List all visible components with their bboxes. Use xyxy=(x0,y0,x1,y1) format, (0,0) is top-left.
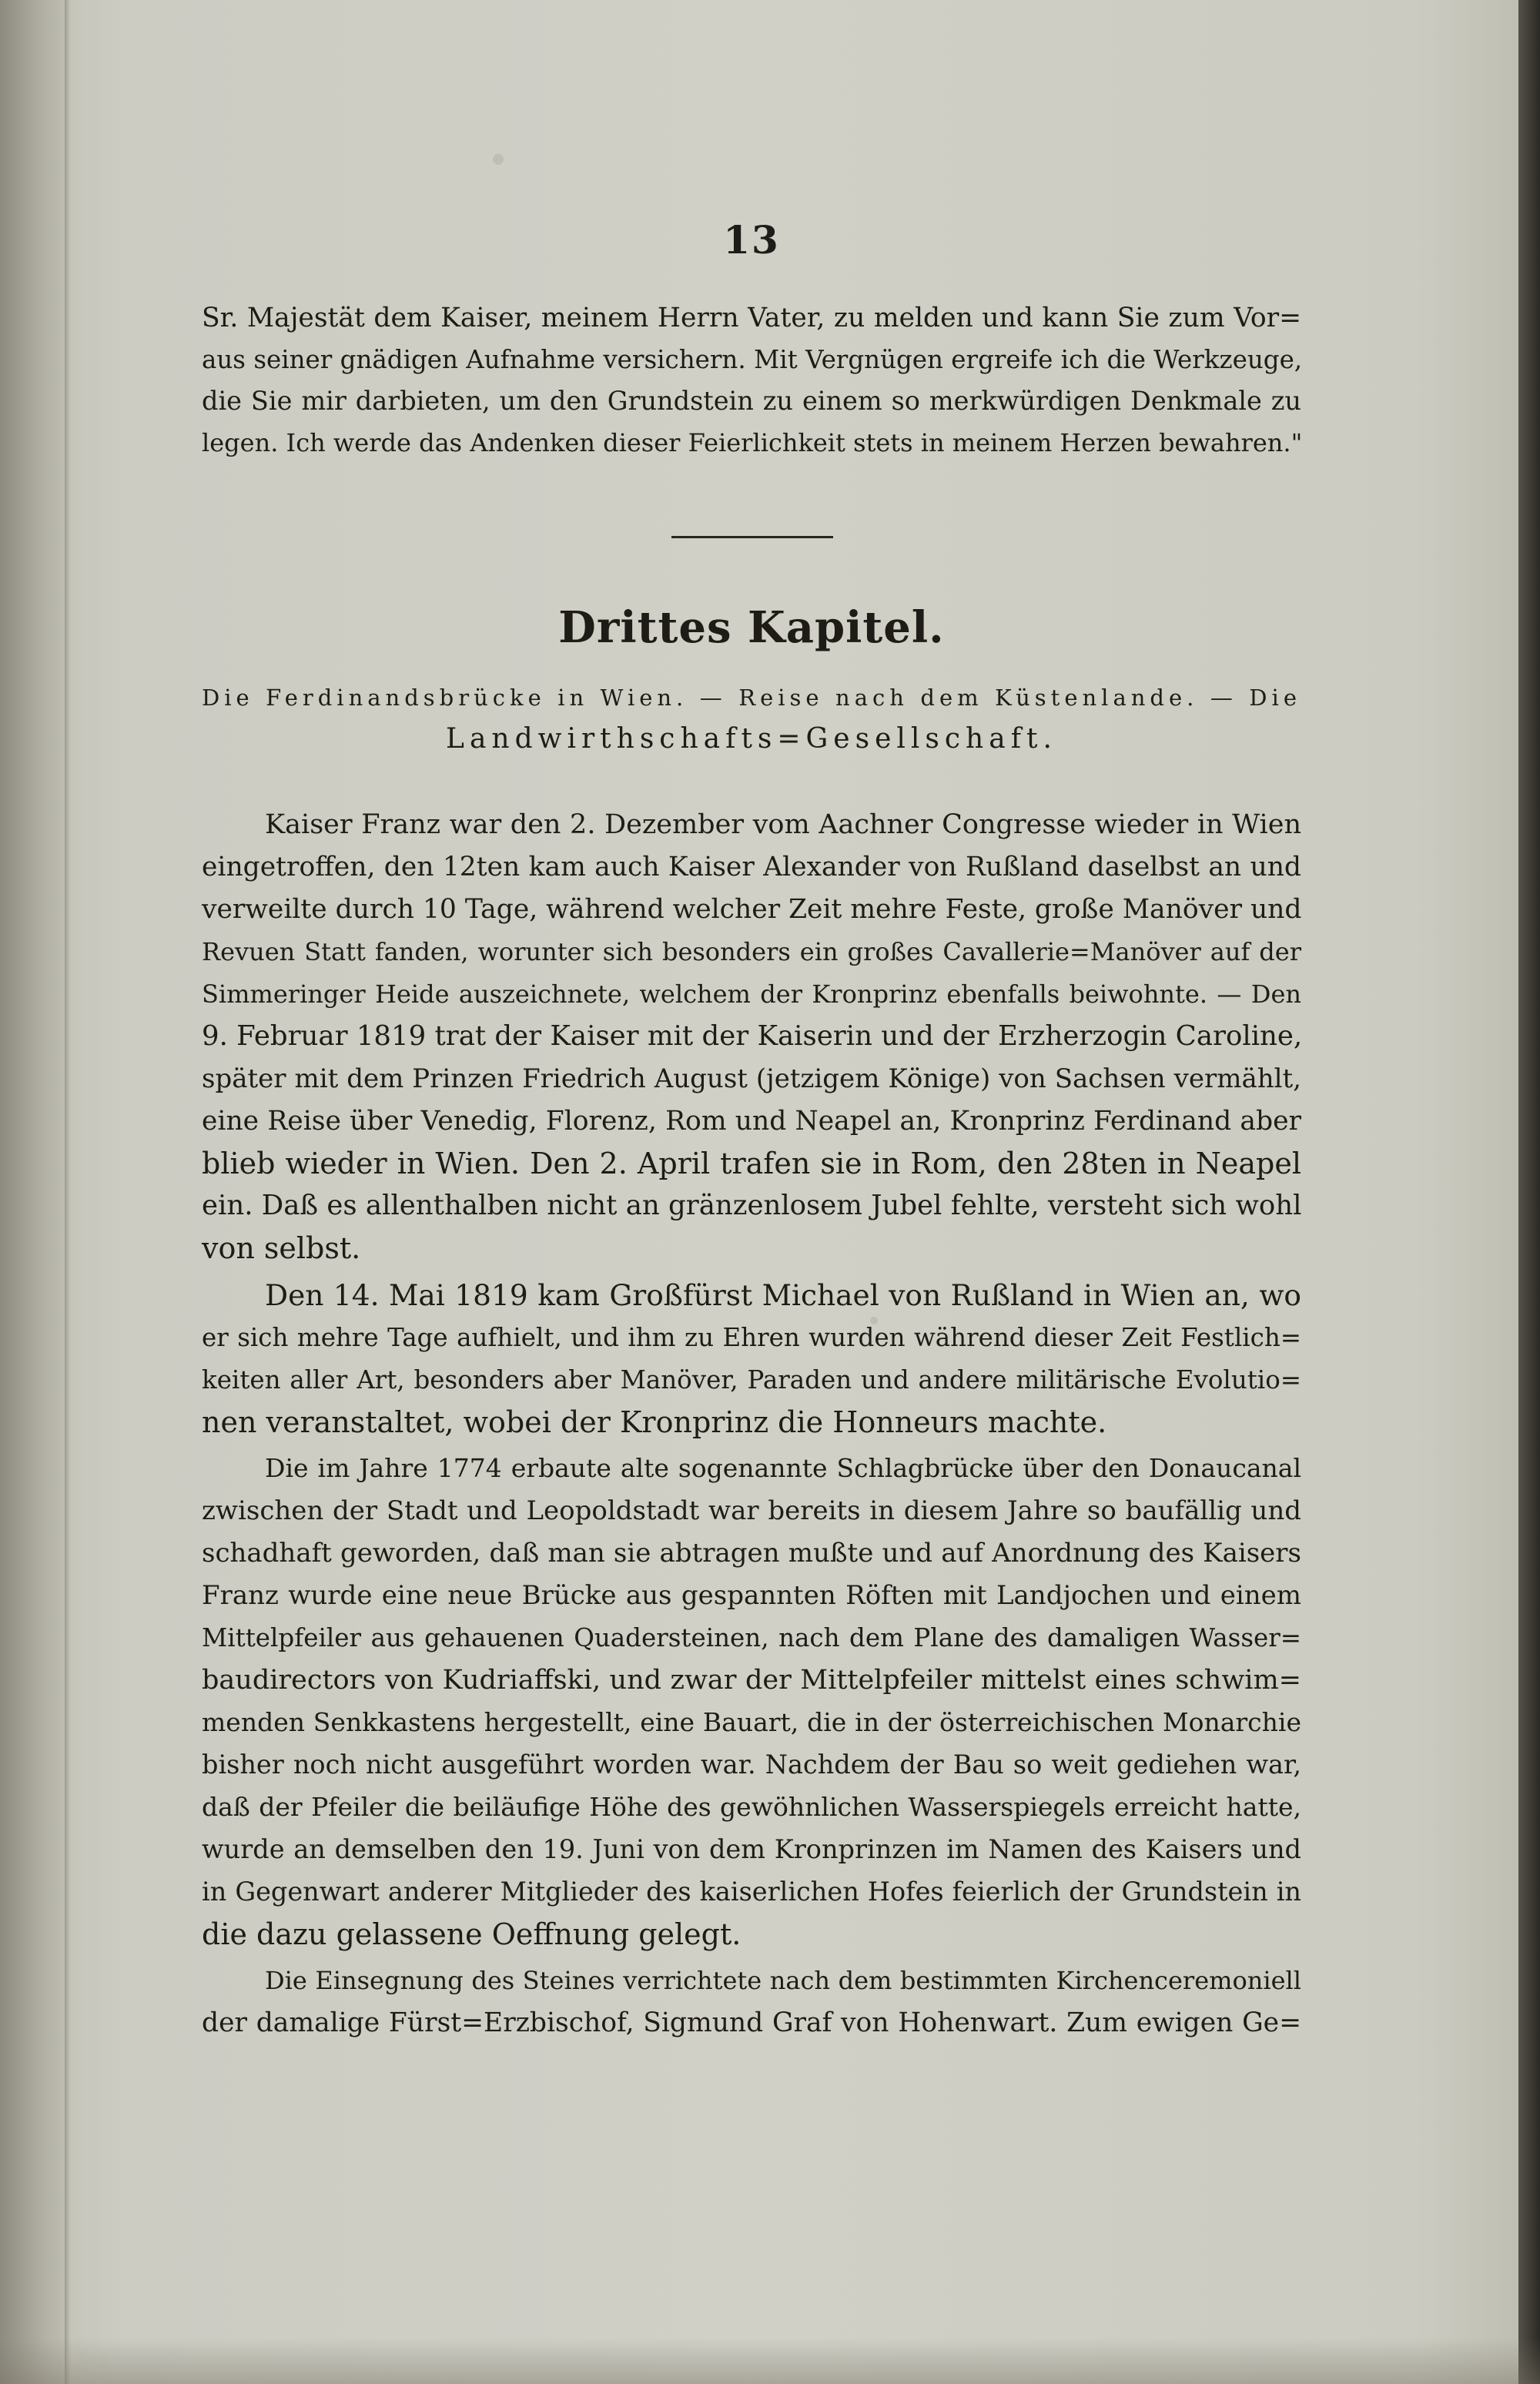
text-line: Revuen Statt fanden, worunter sich besonders ein großes Cavallerie=Manöver auf der xyxy=(202,937,1301,966)
text-line: aus seiner gnädigen Aufnahme versichern. Mit Vergnügen ergreife ich die Werkzeuge, xyxy=(202,345,1303,374)
text-line: bisher noch nicht ausgeführt worden war. Nachdem der Bau so weit gediehen war, xyxy=(202,1749,1301,1780)
text-line: Kaiser Franz war den 2. Dezember vom Aachner Congresse wieder in Wien xyxy=(265,809,1301,840)
chapter-summary-line: Die Ferdinandsbrücke in Wien. — Reise nach dem Küstenlande. — Die xyxy=(202,685,1301,711)
text-line: daß der Pfeiler die beiläufige Höhe des gewöhnlichen Wasserspiegels erreicht hatte, xyxy=(202,1792,1301,1822)
text-line: Franz wurde eine neue Brücke aus gespannten Röften mit Landjochen und einem xyxy=(202,1580,1301,1611)
page-gutter xyxy=(0,0,71,2384)
page-bottom-edge xyxy=(0,2338,1540,2384)
text-line: wurde an demselben den 19. Juni von dem Kronprinzen im Namen des Kaisers und xyxy=(202,1834,1301,1864)
text-line: die Sie mir darbieten, um den Grundstein zu einem so merkwürdigen Denkmale zu xyxy=(202,386,1301,416)
text-line: Simmeringer Heide auszeichnete, welchem der Kronprinz ebenfalls beiwohnte. — Den xyxy=(202,979,1301,1009)
text-line: Den 14. Mai 1819 kam Großfürst Michael von Rußland in Wien an, wo xyxy=(265,1278,1301,1312)
text-line: Mittelpfeiler aus gehauenen Quadersteinen, nach dem Plane des damaligen Wasser= xyxy=(202,1623,1301,1652)
chapter-summary-line: Landwirthschafts=Gesellschaft. xyxy=(446,723,1057,755)
text-line: ein. Daß es allenthalben nicht an gränzenlosem Jubel fehlte, versteht sich wohl xyxy=(202,1190,1302,1221)
text-line: eine Reise über Venedig, Florenz, Rom und Neapel an, Kronprinz Ferdinand aber xyxy=(202,1106,1301,1137)
section-divider xyxy=(671,536,833,538)
text-line: menden Senkkastens hergestellt, eine Bauart, die in der österreichischen Monarchie xyxy=(202,1707,1301,1737)
text-line: nen veranstaltet, wobei der Kronprinz die Honneurs machte. xyxy=(202,1405,1107,1439)
text-line: Die im Jahre 1774 erbaute alte sogenannte Schlagbrücke über den Donaucanal xyxy=(265,1453,1301,1483)
text-line: Die Einsegnung des Steines verrichtete nach dem bestimmten Kirchenceremoniell xyxy=(265,1966,1301,1995)
text-line: später mit dem Prinzen Friedrich August (jetzigem Könige) von Sachsen vermählt, xyxy=(202,1063,1301,1094)
text-line: verweilte durch 10 Tage, während welcher Zeit mehre Feste, große Manöver und xyxy=(202,894,1302,925)
text-line: keiten aller Art, besonders aber Manöver, Paraden und andere militärische Evolutio= xyxy=(202,1365,1301,1395)
text-line: zwischen der Stadt und Leopoldstadt war bereits in diesem Jahre so baufällig und xyxy=(202,1495,1301,1526)
text-line: 9. Februar 1819 trat der Kaiser mit der Kaiserin und der Erzherzogin Caroline, xyxy=(202,1020,1303,1052)
text-line: in Gegenwart anderer Mitglieder des kaiserlichen Hofes feierlich der Grundstein in xyxy=(202,1877,1301,1907)
page-right-edge xyxy=(1518,0,1540,2384)
text-line: blieb wieder in Wien. Den 2. April trafen sie in Rom, den 28ten in Neapel xyxy=(202,1147,1301,1180)
text-line: von selbst. xyxy=(202,1231,361,1265)
text-line: der damalige Fürst=Erzbischof, Sigmund Graf von Hohenwart. Zum ewigen Ge= xyxy=(202,2007,1301,2038)
paper-stain xyxy=(493,154,504,165)
text-line: legen. Ich werde das Andenken dieser Feierlichkeit stets in meinem Herzen bewahren." xyxy=(202,428,1303,457)
page-number: 13 xyxy=(723,217,780,263)
text-line: schadhaft geworden, daß man sie abtragen mußte und auf Anordnung des Kaisers xyxy=(202,1538,1301,1569)
text-line: er sich mehre Tage aufhielt, und ihm zu Ehren wurden während dieser Zeit Festlich= xyxy=(202,1323,1301,1352)
page-fold-shadow xyxy=(65,0,69,2384)
text-line: baudirectors von Kudriaffski, und zwar der Mittelpfeiler mittelst eines schwim= xyxy=(202,1665,1301,1696)
chapter-title: Drittes Kapitel. xyxy=(558,602,945,653)
text-line: eingetroffen, den 12ten kam auch Kaiser Alexander von Rußland daselbst an und xyxy=(202,852,1301,882)
text-line: Sr. Majestät dem Kaiser, meinem Herrn Vater, zu melden und kann Sie zum Vor= xyxy=(202,303,1301,333)
text-line: die dazu gelassene Oeffnung gelegt. xyxy=(202,1917,742,1951)
